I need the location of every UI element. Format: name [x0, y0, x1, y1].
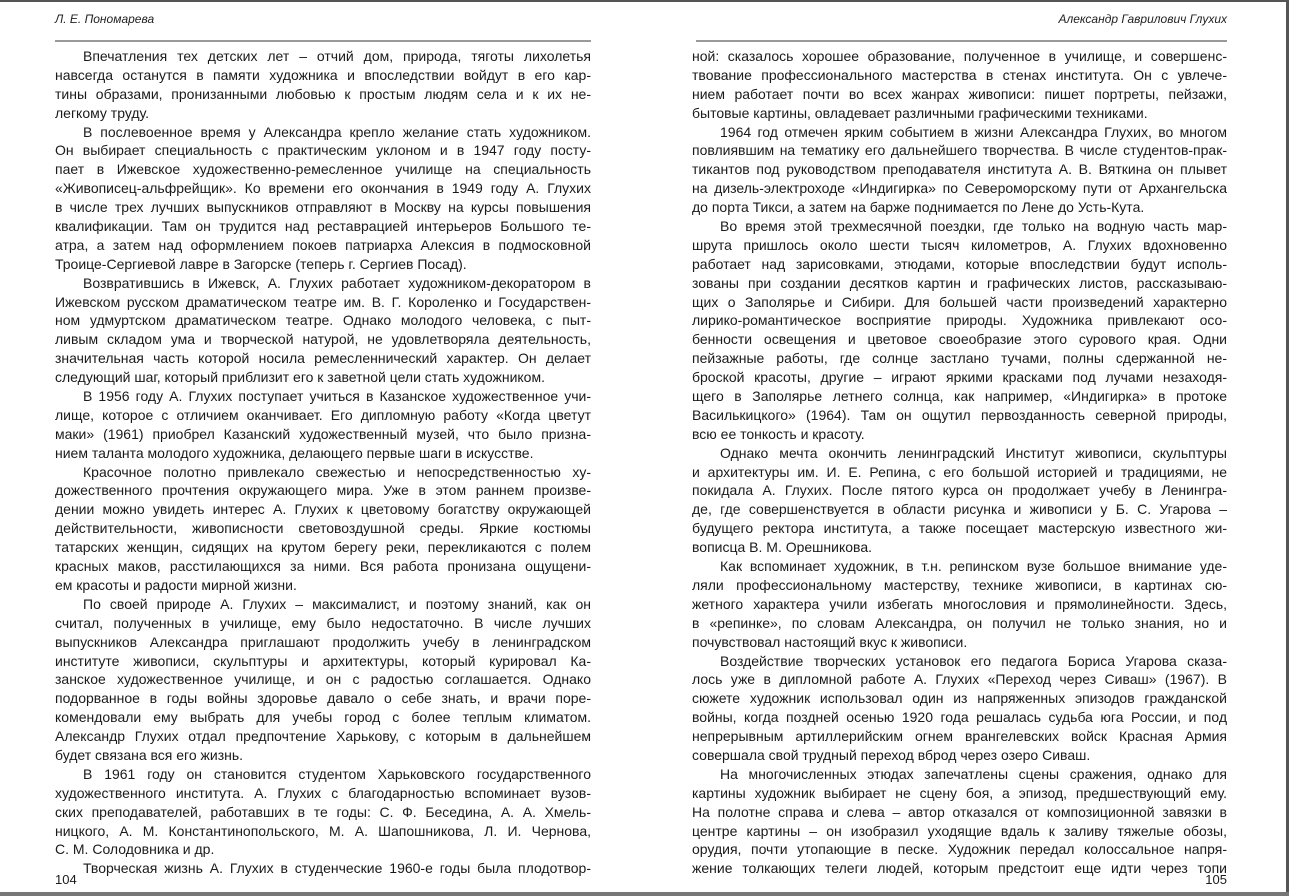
text-line: ливым складом ума и творческой натурой, не удовлетворяла деятельность,	[55, 331, 591, 348]
paragraph	[55, 463, 591, 595]
text-line: Александр Глухих отдал предпочтение Харькову, с которым в дальнейшем	[55, 728, 591, 745]
text-line: лирико-романтическое восприятие природы. Художника привлекают осо-	[692, 312, 1227, 329]
text-line: щего в Заполярье летнего солнца, как например, «Индигирка» в протоке	[692, 388, 1227, 405]
text-line: считал, полученных в училище, ему было недостаточно. В числе лучших	[55, 614, 591, 631]
text-line: выпускников Александра приглашают продолжить учебу в ленинградском	[55, 633, 591, 650]
text-line: тины образами, пронизанными любовью к простым людям села и к их не-	[55, 85, 591, 102]
text-line: пейзажные работы, где солнце застлано тучами, полны сдержанной не-	[692, 350, 1227, 367]
text-line: значительная часть которой носила ремесленнический характер. Он делает	[55, 350, 591, 367]
running-head-author: Л. Е. Пономарева	[55, 12, 155, 26]
text-line: до порта Тикси, а затем на барже поднимается по Лене до Усть-Кута.	[692, 199, 1145, 216]
page-number: 104	[55, 872, 77, 887]
text-line: Как вспоминает художник, в т.н. репинском вузе большое внимание уде-	[720, 558, 1227, 575]
page-number: 105	[1205, 872, 1227, 887]
text-line: Он выбирает специальность с практическим уклоном и в 1947 году посту-	[55, 142, 591, 159]
text-line: непрерывным артиллерийским огнем врангелевских войск Красная Армия	[692, 728, 1227, 745]
header-rule	[55, 40, 591, 42]
text-line: совершала свой трудный переход вброд через озеро Сиваш.	[692, 746, 1091, 763]
text-line: Воздействие творческих установок его педагога Бориса Угарова сказа-	[720, 652, 1227, 669]
text-line: шрута пришлось около шести тысяч километров, А. Глухих вдохновенно	[692, 236, 1227, 253]
paragraph	[692, 47, 1227, 123]
text-line: На многочисленных этюдах запечатлены сцены сражения, однако для	[720, 765, 1227, 782]
text-line: атра, а затем над оформлением покоев патриарха Алексия в подмосковной	[55, 236, 591, 253]
text-line: на дизель-электроходе «Индигирка» по Североморскому пути от Архангельска	[692, 180, 1227, 197]
text-line: лище, которое с отличием оканчивает. Его дипломную работу «Когда цветут	[55, 406, 591, 423]
text-line: будущего ректора института, а также посещает мастерскую известного жи-	[692, 520, 1227, 537]
text-line: занское художественное училище, и он с радостью соглашается. Однако	[55, 671, 591, 688]
text-line: татарских женщин, сидящих на крутом берегу реки, перекликаются с полем	[55, 539, 591, 556]
text-line: бытовые картины, овладевает различными графическими техниками.	[692, 104, 1148, 121]
text-line: следующий шаг, который приблизит его к заветной цели стать художником.	[55, 369, 545, 386]
text-line: навсегда останутся в памяти художника и впоследствии войдут в его кар-	[55, 66, 591, 83]
text-line: дожественного прочтения окружающего мира. Уже в этом раннем произве-	[55, 482, 591, 499]
text-line: институте живописи, скульптуры и архитектуры, который курировал Ка-	[55, 652, 591, 669]
text-line: нием таланта молодого художника, делающего первые шаги в искусстве.	[55, 444, 534, 461]
text-line: Возвратившись в Ижевск, А. Глухих работает художником-декоратором в	[83, 274, 591, 291]
text-line: будет связана вся его жизнь.	[55, 746, 244, 763]
body-text	[692, 47, 1227, 878]
paragraph	[692, 652, 1227, 765]
paragraph	[55, 387, 591, 463]
text-line: Троице-Сергиевой лавре в Загорске (теперь г. Сергиев Посад).	[55, 255, 467, 272]
text-line: красных маков, расстилающихся за ними. Вся работа пронизана ощущени-	[55, 558, 591, 575]
text-line: броской красоты, другие – играют яркими красками под лучами незаходя-	[692, 369, 1227, 386]
text-line: дении можно увидеть интерес А. Глухих к цветовому богатству окружающей	[55, 501, 591, 518]
text-line: ских преподавателей, работавших в те годы: С. Ф. Беседина, А. А. Хмель-	[55, 803, 591, 820]
text-line: художественного института. А. Глухих с благодарностью вспоминает вузов-	[55, 784, 591, 801]
text-line: в числе трех лучших выпускников отправляют в Москву на курсы повышения	[55, 199, 591, 216]
text-line: ницкого, А. М. Константинопольского, М. А. Шапошникова, Л. И. Чернова,	[55, 822, 591, 839]
text-line: бенности освещения и цветовое своеобразие этого сурового края. Одни	[692, 331, 1227, 348]
text-line: «Живописец-альфрейщик». Ко времени его окончания в 1949 году А. Глухих	[55, 180, 591, 197]
left-page	[55, 0, 591, 892]
text-line: и архитектуры им. И. Е. Репина, с его большой историей и традициями, не	[692, 463, 1227, 480]
paragraph	[692, 217, 1227, 444]
text-line: вописца В. М. Орешникова.	[692, 539, 872, 556]
text-line: картины художник выбирает не сцену боя, а эпизод, предшествующий ему.	[692, 784, 1227, 801]
header-rule	[696, 40, 1227, 42]
text-line: С. М. Солодовника и др.	[55, 841, 215, 858]
text-line: 1964 год отмечен ярким событием в жизни Александра Глухих, во многом	[720, 123, 1227, 140]
paragraph	[55, 47, 591, 123]
paragraph	[55, 859, 591, 878]
running-head-title: Александр Гаврилович Глухих	[1058, 12, 1227, 26]
text-line: маки» (1961) приобрел Казанский художественный музей, что было призна-	[55, 425, 591, 442]
paragraph	[55, 595, 591, 765]
text-line: легкому труду.	[55, 104, 150, 121]
paragraph	[55, 123, 591, 274]
text-line: зованы при создании десятков картин и графических листов, рассказываю-	[692, 274, 1227, 291]
text-line: твование профессионального мастерства в стенах института. Он с увлече-	[692, 66, 1227, 83]
page-frame-bottom-border	[0, 892, 1289, 896]
text-line: Впечатления тех детских лет – отчий дом, природа, тяготы лихолетья	[83, 48, 591, 64]
paragraph	[692, 765, 1227, 878]
text-line: По своей природе А. Глухих – максималист, и поэтому знаний, как он	[83, 595, 591, 612]
paragraph	[692, 444, 1227, 557]
text-line: Однако мечта окончить ленинградский Институт живописи, скульптуры	[720, 444, 1227, 461]
text-line: Творческая жизнь А. Глухих в студенческие 1960-е годы была плодотвор-	[83, 860, 591, 877]
text-line: войны, когда поздней осенью 1920 года решалась судьба юга России, и под	[692, 709, 1227, 726]
text-line: Василькицкого» (1964). Там он ощутил первозданность северной природы,	[692, 406, 1227, 423]
text-line: щих о Заполярье и Сибири. Для большей части произведений характерно	[692, 293, 1227, 310]
paragraph	[692, 123, 1227, 217]
text-line: лось уже в дипломной работе А. Глухих «Переход через Сиваш» (1967). В	[692, 671, 1227, 688]
text-line: покидала А. Глухих. После пятого курса он продолжает учебу в Ленингра-	[692, 482, 1227, 499]
paragraph	[55, 765, 591, 859]
text-line: подорванное в годы войны здоровье давало о себе знать, и врачи поре-	[55, 690, 591, 707]
text-line: нием работает почти во всех жанрах живописи: пишет портреты, пейзажи,	[692, 85, 1227, 102]
text-line: ем красоты и радости мирной жизни.	[55, 576, 297, 593]
text-line: ляли профессиональному мастерству, технике живописи, в картинах сю-	[692, 576, 1227, 593]
text-line: комендовали ему выбрать для учебы город с более теплым климатом.	[55, 709, 591, 726]
text-line: квалификации. Там он трудится над реставрацией интерьеров Большого те-	[55, 218, 591, 235]
text-line: действительности, живописности световоздушной среды. Яркие костюмы	[55, 520, 591, 537]
text-line: ном удмуртском драматическом театре. Однако молодого человека, с пыт-	[55, 312, 591, 329]
text-line: Ижевском русском драматическом театре им. В. Г. Короленко и Государствен-	[55, 293, 591, 310]
text-line: жение толкающих телеги людей, которым предстоит еще идти через топи	[692, 860, 1227, 877]
text-line: тикантов под руководством преподавателя института А. В. Вяткина он плывет	[692, 161, 1227, 178]
text-line: де, где совершенствуется в области рисунка и живописи у Б. С. Угарова –	[692, 501, 1227, 518]
text-line: орудия, почти утопающие в песке. Художник передал колоссальное напря-	[692, 841, 1227, 858]
text-line: почувствовал настоящий вкус к живописи.	[692, 633, 968, 650]
right-page	[692, 0, 1227, 892]
text-line: всю ее тонкость и красоту.	[692, 425, 865, 442]
text-line: центре картины – он изобразил уходящие вдаль к заливу тяжелые обозы,	[692, 822, 1227, 839]
text-line: работает над зарисовками, этюдами, которые впоследствии будут исполь-	[692, 255, 1227, 272]
text-line: в «репинке», по словам Александра, он получил не только знания, но и	[692, 614, 1227, 631]
paragraph	[55, 274, 591, 387]
text-line: Красочное полотно привлекало свежестью и непосредственностью ху-	[83, 463, 591, 480]
text-line: В 1956 году А. Глухих поступает учиться в Казанское художественное учи-	[83, 388, 591, 405]
text-line: В 1961 году он становится студентом Харьковского государственного	[83, 765, 591, 782]
text-line: повлиявшим на тематику его дальнейшего творчества. В числе студентов-прак-	[692, 142, 1227, 159]
text-line: жетного характера учили избегать многословия и прямолинейности. Здесь,	[692, 595, 1227, 612]
text-line: ной: сказалось хорошее образование, полученное в училище, и совершенс-	[692, 48, 1227, 64]
text-line: В послевоенное время у Александра крепло желание стать художником.	[83, 123, 591, 140]
text-line: Во время этой трехмесячной поездки, где только на водную часть мар-	[720, 218, 1227, 235]
text-line: сюжете художник использовал один из напряженных эпизодов гражданской	[692, 690, 1227, 707]
paragraph	[692, 557, 1227, 651]
text-line: пает в Ижевское художественно-ремесленное училище на специальность	[55, 161, 591, 178]
text-line: На полотне справа и слева – автор отказался от композиционной завязки в	[692, 803, 1227, 820]
body-text	[55, 47, 591, 878]
